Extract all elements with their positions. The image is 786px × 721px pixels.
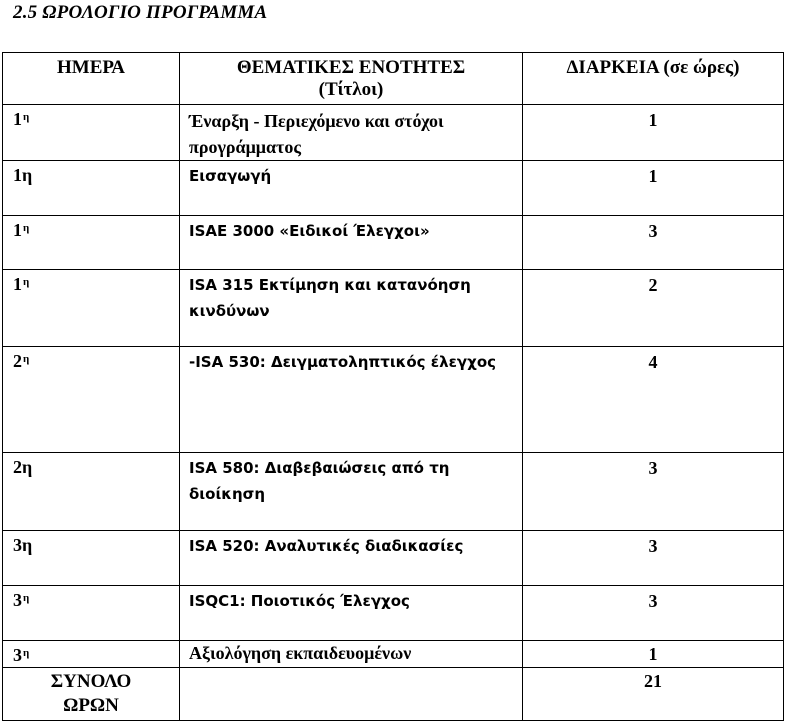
day-cell <box>3 105 180 161</box>
schedule-table <box>2 52 784 721</box>
table-row <box>3 641 784 668</box>
topic-cell: -ISA 530: Δειγματοληπτικός έλεγχος <box>180 347 523 453</box>
day-suffix: η <box>22 457 33 477</box>
header-topics: ΘΕΜΑΤΙΚΕΣ ΕΝΟΤΗΤΕΣ (Τίτλοι) <box>180 53 523 105</box>
hours-cell: 3 <box>523 453 784 531</box>
hours-cell: 2 <box>523 270 784 347</box>
hours-cell: 3 <box>523 586 784 641</box>
day-cell <box>3 641 180 668</box>
hours-cell: 3 <box>523 216 784 270</box>
topic-cell: ISAE 3000 «Ειδικοί Έλεγχοι» <box>180 216 523 270</box>
table-row <box>3 216 784 270</box>
day-cell <box>3 347 180 453</box>
table-row <box>3 531 784 586</box>
table-header-row <box>3 53 784 105</box>
table-row <box>3 586 784 641</box>
header-day: ΗΜΕΡΑ <box>3 53 180 105</box>
topic-cell: ISQC1: Ποιοτικός Έλεγχος <box>180 586 523 641</box>
topic-cell: Εισαγωγή <box>180 161 523 216</box>
day-cell <box>3 453 180 531</box>
topic-cell: ISA 520: Αναλυτικές διαδικασίες <box>180 531 523 586</box>
table-row <box>3 270 784 347</box>
section-title: 2.5 ΩΡΟΛΟΓΙΟ ΠΡΟΓΡΑΜΜΑ <box>13 2 268 23</box>
day-number: 1 <box>13 274 22 294</box>
total-label: ΣΥΝΟΛΟ ΩΡΩΝ <box>3 668 180 721</box>
day-number: 2 <box>13 457 22 477</box>
day-suffix: η <box>23 592 30 604</box>
hours-cell: 3 <box>523 531 784 586</box>
topic-cell: Αξιολόγηση εκπαιδευομένων <box>180 641 523 668</box>
total-topic-cell <box>180 668 523 721</box>
table-row <box>3 105 784 161</box>
day-suffix: η <box>23 111 30 123</box>
day-number: 3 <box>13 535 22 555</box>
header-duration: ΔΙΑΡΚΕΙΑ (σε ώρες) <box>523 53 784 105</box>
hours-cell: 4 <box>523 347 784 453</box>
day-suffix: η <box>23 222 30 234</box>
hours-cell: 1 <box>523 105 784 161</box>
day-number: 1 <box>13 220 22 240</box>
table-row <box>3 453 784 531</box>
day-suffix: η <box>23 647 30 659</box>
hours-cell: 1 <box>523 641 784 668</box>
day-suffix: η <box>23 276 30 288</box>
topic-cell: ISA 580: Διαβεβαιώσεις από τη διοίκηση <box>180 453 523 531</box>
day-suffix: η <box>22 165 33 185</box>
table-row <box>3 347 784 453</box>
day-number: 3 <box>13 590 22 610</box>
total-hours: 21 <box>523 668 784 721</box>
day-cell <box>3 586 180 641</box>
day-number: 1 <box>13 165 22 185</box>
hours-cell: 1 <box>523 161 784 216</box>
day-cell <box>3 216 180 270</box>
day-suffix: η <box>22 535 33 555</box>
day-number: 2 <box>13 351 22 371</box>
topic-cell: ISA 315 Εκτίμηση και κατανόηση κινδύνων <box>180 270 523 347</box>
day-suffix: η <box>23 353 30 365</box>
day-cell <box>3 531 180 586</box>
day-number: 3 <box>13 645 22 665</box>
day-cell <box>3 270 180 347</box>
topic-cell: Έναρξη - Περιεχόμενο και στόχοι προγράμματος <box>180 105 523 161</box>
day-cell <box>3 161 180 216</box>
total-row <box>3 668 784 721</box>
table-row <box>3 161 784 216</box>
day-number: 1 <box>13 109 22 129</box>
